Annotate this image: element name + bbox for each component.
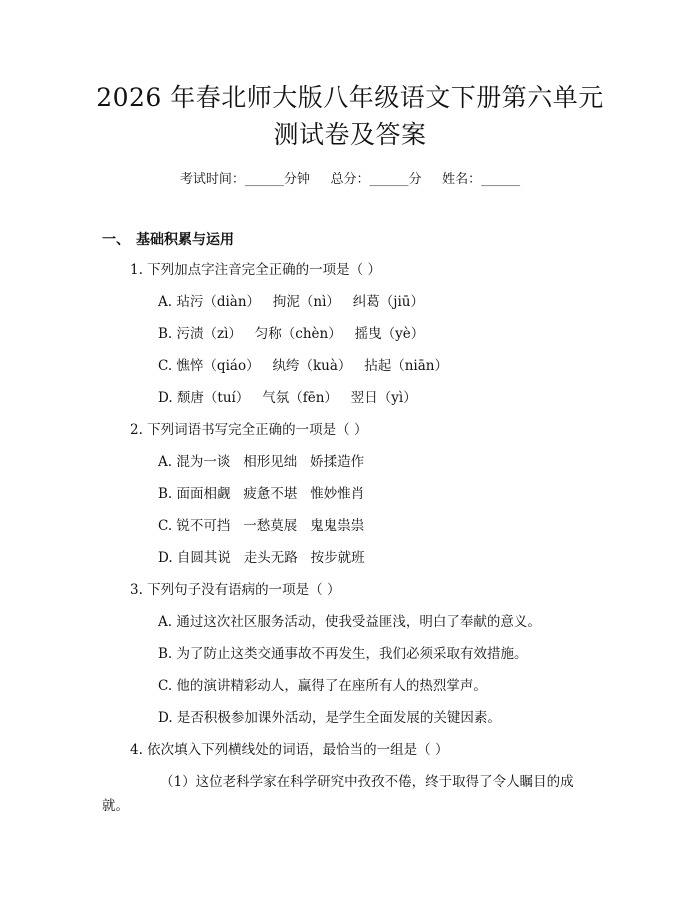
question-1-option-d: D. 颓唐（tuí） 气氛（fēn） 翌日（yì） [158, 390, 417, 406]
question-1-option-c: C. 憔悴（qiáo） 纨绔（kuà） 拈起（niān） [158, 358, 448, 374]
question-4-paragraph: （1）这位老科学家在科学研究中孜孜不倦，终于取得了令人瞩目的成 [160, 774, 574, 790]
question-3-option-b: B. 为了防止这类交通事故不再发生，我们必须采取有效措施。 [158, 646, 528, 662]
question-2-option-b: B. 面面相觑 疲惫不堪 惟妙惟肖 [158, 486, 365, 502]
question-3-option-d: D. 是否积极参加课外活动，是学生全面发展的关键因素。 [158, 710, 501, 726]
question-1-stem: 1. 下列加点字注音完全正确的一项是（ ） [130, 262, 381, 278]
question-1-option-a: A. 玷污（diàn） 拘泥（nì） 纠葛（jiū） [158, 294, 424, 310]
question-3-option-a: A. 通过这次社区服务活动，使我受益匪浅，明白了奉献的意义。 [158, 614, 541, 630]
document-title-line-1: 2026 年春北师大版八年级语文下册第六单元 [96, 83, 604, 112]
exam-info-line: 考试时间：______分钟 总分：______分 姓名：______ [179, 172, 521, 187]
section-heading [102, 229, 234, 249]
question-2-option-d: D. 自圆其说 走头无路 按步就班 [158, 550, 365, 566]
question-2-option-a: A. 混为一谈 相形见绌 娇揉造作 [158, 454, 365, 470]
section-title: 基础积累与运用 [136, 232, 234, 248]
question-2-option-c: C. 锐不可挡 一愁莫展 鬼鬼祟祟 [158, 518, 365, 534]
question-1-option-b: B. 污渍（zì） 匀称（chèn） 摇曳（yè） [158, 326, 425, 342]
question-4-paragraph-continued: 就。 [102, 798, 129, 814]
document-title-line-2: 测试卷及答案 [273, 120, 427, 149]
question-4-stem: 4. 依次填入下列横线处的词语，最恰当的一组是（ ） [130, 742, 449, 758]
question-3-stem: 3. 下列句子没有语病的一项是（ ） [130, 582, 341, 598]
question-2-stem: 2. 下列词语书写完全正确的一项是（ ） [130, 422, 368, 438]
section-number: 一、 [102, 232, 130, 248]
question-3-option-c: C. 他的演讲精彩动人，赢得了在座所有人的热烈掌声。 [158, 678, 487, 694]
